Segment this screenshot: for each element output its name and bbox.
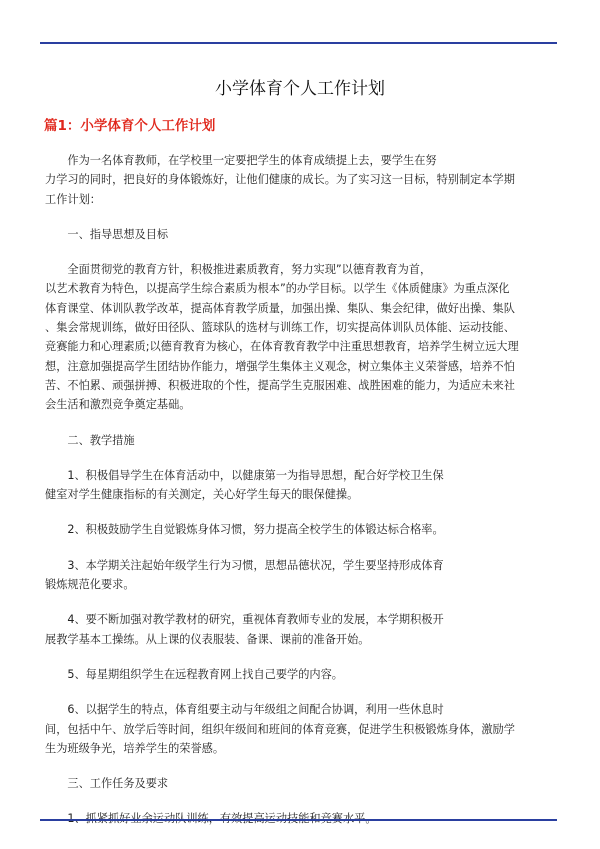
paragraph-line: 苦、不怕累、顽强拼搏、积极进取的个性，提高学生克服困难、战胜困难的能力，为适应未来社 [45,378,515,392]
paragraph-line: 健室对学生健康指标的有关测定，关心好学生每天的眼保健操。 [45,488,359,502]
paragraph-line: 2、积极鼓励学生自觉锻炼身体习惯，努力提高全校学生的体锻达标合格率。 [45,523,444,537]
document-title: 小学体育个人工作计划 [215,79,385,99]
paragraph-line: 间，包括中午、放学后等时间，组织年级间和班间的体育竞赛，促进学生积极锻炼身体，激励学 [45,722,515,736]
paragraph-line: 作为一名体育教师，在学校里一定要把学生的体育成绩提上去，要学生在努 [45,154,437,167]
section-title: 篇1：小学体育个人工作计划 [44,118,216,134]
heading-teaching-measures: 二、教学措施 [45,433,135,447]
paragraph-line: 竞赛能力和心理素质;以德育教育为核心，在体育教育教学中注重思想教育，培养学生树立远大理 [45,340,519,354]
paragraph-line: 以艺术教育为特色，以提高学生综合素质为根本”的办学目标。以学生《体质健康》为重点深化 [45,282,510,296]
paragraph-line: 3、本学期关注起始年级学生行为习惯，思想品德状况，学生要坚持形成体育 [45,558,444,572]
heading-guiding-ideas: 一、指导思想及目标 [45,227,169,241]
paragraph-line: 想，注意加强提高学生团结协作能力，增强学生集体主义观念，树立集体主义荣誉感，培养不怕 [45,359,515,373]
paragraph-line: 5、每星期组织学生在远程教育网上找自己要学的内容。 [45,667,343,681]
paragraph-line: 体育课堂、体训队教学改革，提高体育教学质量，加强出操、集队、集会纪律，做好出操、集队 [45,301,515,315]
bottom-divider [40,819,557,821]
paragraph-line: 6、以据学生的特点，体育组要主动与年级组之间配合协调，利用一些休息时 [45,703,444,717]
paragraph-line: 全面贯彻党的教育方针，积极推进素质教育，努力实现”以德育教育为首， [45,263,432,277]
paragraph-line: 1、积极倡导学生在体育活动中，以健康第一为指导思想，配合好学校卫生保 [45,468,444,482]
paragraph-line: 、集会常规训练，做好田径队、篮球队的选材与训练工作，切实提高体训队员体能、运动技能、 [45,321,515,335]
paragraph-line: 力学习的同时，把良好的身体锻炼好，让他们健康的成长。为了实习这一目标，特别制定本学期 [45,173,515,187]
paragraph-line: 会生活和激烈竞争奠定基础。 [45,398,191,412]
document-body [45,151,557,829]
paragraph-line: 展教学基本工操练。从上课的仪表服装、备课、课前的准备开始。 [45,632,370,646]
paragraph-line: 4、要不断加强对教学教材的研究，重视体育教师专业的发展，本学期积极开 [45,613,444,627]
heading-tasks-requirements: 三、工作任务及要求 [45,777,169,791]
paragraph-line: 生为班级争光，培养学生的荣誉感。 [45,741,225,755]
top-divider [40,42,557,44]
paragraph-line: 工作计划： [45,192,101,206]
paragraph-line: 锻炼规范化要求。 [45,578,135,592]
